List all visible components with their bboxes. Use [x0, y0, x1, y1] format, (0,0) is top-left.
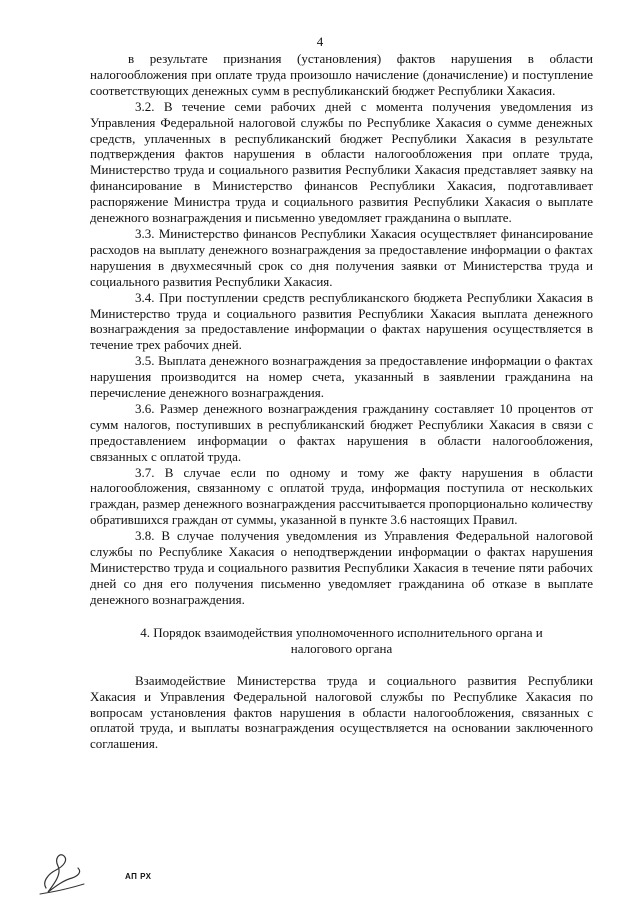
paragraph-3-6: 3.6. Размер денежного вознаграждения гражданину составляет 10 процентов от сумм налогов, поступивших в республиканский бюджет Республики Хакасия в связи с предоставлением информации о фактах нарушения в области налогообложения, связанных с оплатой труда. [90, 400, 593, 464]
paragraph-3-5: 3.5. Выплата денежного вознаграждения за предоставление информации о фактах нарушения производится на номер счета, указанный в заявлении гражданина на перечисление денежного вознаграждения. [90, 353, 593, 401]
paragraph-3-7: 3.7. В случае если по одному и тому же факту нарушения в области налогообложения, связанному с оплатой труда, информация поступила от нескольких граждан, размер денежного вознаграждения рассчитывается пропорционально количеству обратившихся граждан от суммы, указанной в пункте 3.6 настоящих Правил. [90, 464, 593, 528]
section-4-paragraph: Взаимодействие Министерства труда и социального развития Республики Хакасия и Управления Федеральной налоговой службы по Республике Хакасия по вопросам установления фактов нарушения в области налогообложения, связанных с оплатой труда, и выплаты вознаграждения осуществляется на основании заключенного соглашения. [90, 672, 593, 752]
section-4-heading: 4. Порядок взаимодействия уполномоченного исполнительного органа и налогового органа [140, 624, 543, 656]
page-number: 4 [316, 34, 324, 49]
paragraph-3-2: 3.2. В течение семи рабочих дней с момента получения уведомления из Управления Федеральной налоговой службы по Республике Хакасия о сумме денежных средств, уплаченных в республиканский бюджет Республики Хакасия в результате подтверждения фактов нарушения в области налогообложения при оплате труда, Министерство труда и социального развития Республики Хакасия представляет заявку на финансирование в Министерство финансов Республики Хакасия, подготавливает распоряжение Министра труда и социального развития Республики Хакасия о выплате денежного вознаграждения и письменно уведомляет гражданина о выплате. [90, 98, 593, 226]
handwritten-signature [34, 848, 94, 898]
footer-code: АП РХ [125, 872, 152, 881]
paragraph-3-3: 3.3. Министерство финансов Республики Хакасия осуществляет финансирование расходов на выплату денежного вознаграждения за предоставление информации о фактах нарушения в двухмесячный срок со дня получения заявки от Министерства труда и социального развития Республики Хакасия. [90, 225, 593, 289]
paragraph-3-8: 3.8. В случае получения уведомления из Управления Федеральной налоговой службы по Республике Хакасия о неподтверждении информации о фактах нарушения Министерство труда и социального развития Республики Хакасия в течение пяти рабочих дней со дня его получения письменно уведомляет гражданина об отказе в выплате денежного вознаграждения. [90, 528, 593, 607]
document-body [90, 51, 593, 752]
paragraph-3-1-continuation: в результате признания (установления) фактов нарушения в области налогообложения при оплате труда произошло начисление (доначисление) и поступление соответствующих денежных сумм в республиканский бюджет Республики Хакасия. [90, 51, 593, 98]
paragraph-3-4: 3.4. При поступлении средств республиканского бюджета Республики Хакасия в Министерство труда и социального развития Республики Хакасия выплата денежного вознаграждения за предоставление информации о фактах нарушения осуществляется в течение трех рабочих дней. [90, 289, 593, 353]
